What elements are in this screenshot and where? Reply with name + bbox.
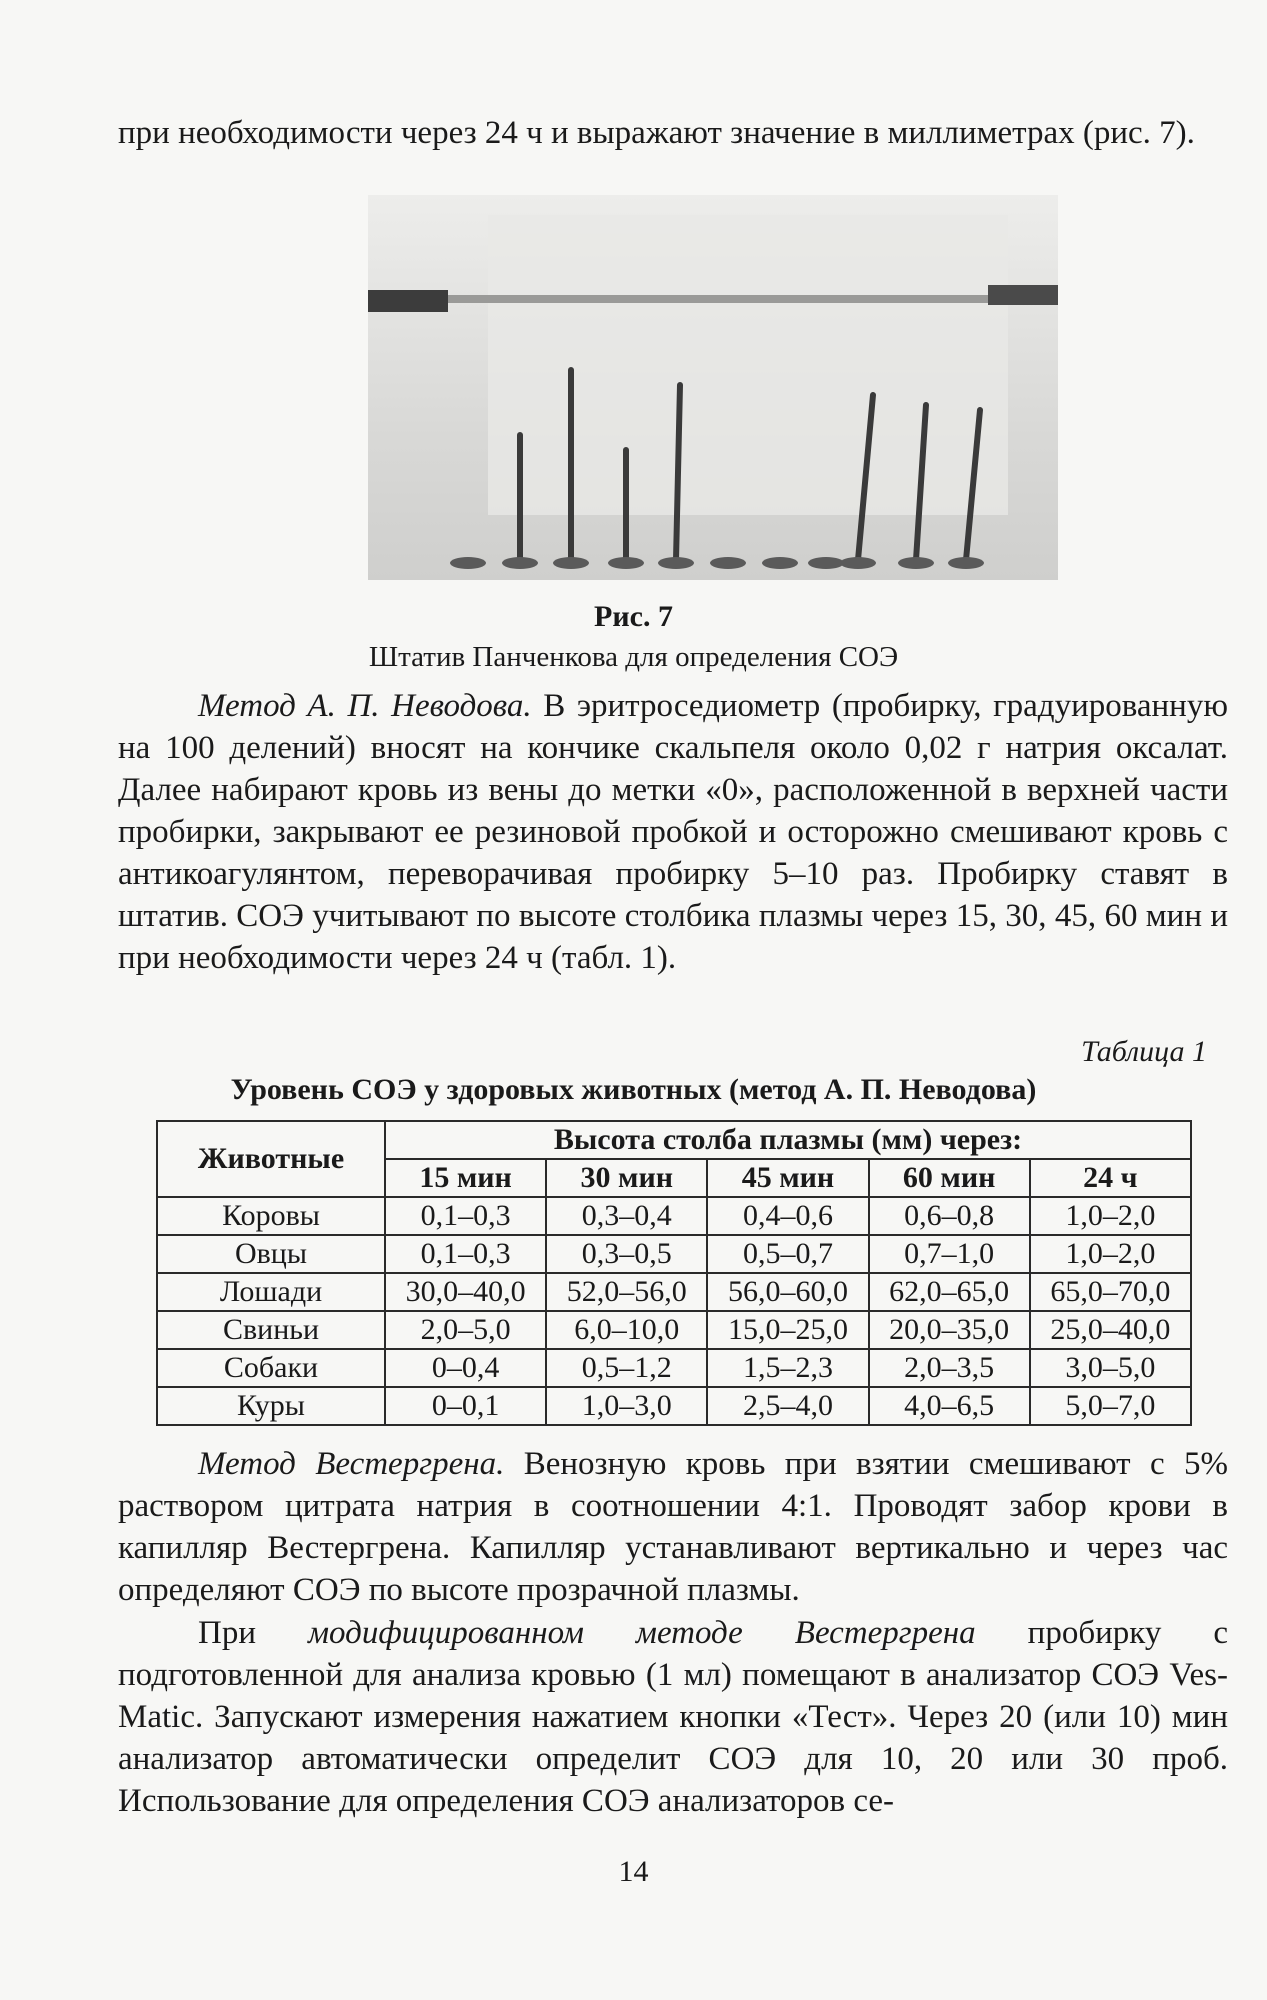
page-number: 14	[618, 1855, 649, 1888]
nevodov-paragraph	[118, 685, 1228, 979]
table-row	[157, 1235, 1191, 1273]
table-cell: 0,3–0,5	[546, 1235, 707, 1273]
header-plasma-height: Высота столба плазмы (мм) через:	[385, 1121, 1191, 1159]
table-cell: 1,0–2,0	[1030, 1197, 1191, 1235]
table-row	[157, 1197, 1191, 1235]
table-cell: 25,0–40,0	[1030, 1311, 1191, 1349]
table-cell: 0,5–0,7	[707, 1235, 868, 1273]
westergren-text: Венозную кровь при взятии смешивают с 5% раствором цитрата натрия в соотношении 4:1. Проводят забор крови в капилляр Вестергрена. Капилляр устанавливают вертикально и через час определяют СОЭ по высоте прозрачной плазмы.	[118, 1446, 1228, 1608]
table-cell: 5,0–7,0	[1030, 1387, 1191, 1425]
table-cell: 62,0–65,0	[869, 1273, 1030, 1311]
westergren-paragraph	[118, 1443, 1228, 1611]
stand-photo-illustration	[368, 195, 1058, 580]
table-cell: 2,5–4,0	[707, 1387, 868, 1425]
table-title: Уровень СОЭ у здоровых животных (метод А. П. Неводова)	[230, 1073, 1037, 1106]
header-30-min: 30 мин	[546, 1159, 707, 1197]
table-cell: 2,0–5,0	[385, 1311, 546, 1349]
table-cell: 1,5–2,3	[707, 1349, 868, 1387]
table-cell: 6,0–10,0	[546, 1311, 707, 1349]
table-cell: 52,0–56,0	[546, 1273, 707, 1311]
intro-paragraph: при необходимости через 24 ч и выражают значение в миллиметрах (рис. 7).	[118, 115, 1195, 151]
modified-prefix: При	[198, 1615, 308, 1651]
table-cell: 30,0–40,0	[385, 1273, 546, 1311]
table-label: Таблица 1	[1081, 1035, 1207, 1068]
nevodov-text: В эритроседиометр (пробирку, градуированную на 100 делений) вносят на кончике скальпеля около 0,02 г натрия оксалат. Далее набирают кровь из вены до метки «0», расположенной в верхней части пробирки, закрывают ее резиновой пробкой и осторожно смешивают кровь с антикоагулянтом, переворачивая пробирку 5–10 раз. Пробирку ставят в штатив. СОЭ учитывают по высоте столбика плазмы через 15, 30, 45, 60 мин и при необходимости через 24 ч (табл. 1).	[118, 688, 1228, 976]
animal-name: Коровы	[157, 1197, 385, 1235]
header-24-h: 24 ч	[1030, 1159, 1191, 1197]
modified-westergren-paragraph	[118, 1612, 1228, 1822]
table-cell: 0,1–0,3	[385, 1235, 546, 1273]
table-cell: 3,0–5,0	[1030, 1349, 1191, 1387]
table-row	[157, 1311, 1191, 1349]
animal-name: Собаки	[157, 1349, 385, 1387]
table-cell: 0,6–0,8	[869, 1197, 1030, 1235]
table-row	[157, 1387, 1191, 1425]
table-cell: 2,0–3,5	[869, 1349, 1030, 1387]
animal-name: Куры	[157, 1387, 385, 1425]
table-cell: 4,0–6,5	[869, 1387, 1030, 1425]
table-cell: 15,0–25,0	[707, 1311, 868, 1349]
table-cell: 0,1–0,3	[385, 1197, 546, 1235]
table-row	[157, 1349, 1191, 1387]
table-cell: 65,0–70,0	[1030, 1273, 1191, 1311]
header-60-min: 60 мин	[869, 1159, 1030, 1197]
header-animals: Животные	[157, 1121, 385, 1197]
westergren-method-title: Метод Вестергрена.	[198, 1446, 505, 1482]
table-cell: 0,4–0,6	[707, 1197, 868, 1235]
table-cell: 1,0–3,0	[546, 1387, 707, 1425]
table-cell: 0–0,4	[385, 1349, 546, 1387]
nevodov-method-title: Метод А. П. Неводова.	[198, 688, 532, 724]
header-15-min: 15 мин	[385, 1159, 546, 1197]
animal-name: Свиньи	[157, 1311, 385, 1349]
animal-name: Лошади	[157, 1273, 385, 1311]
table-cell: 0,7–1,0	[869, 1235, 1030, 1273]
figure-panchenkov-stand	[368, 195, 1058, 580]
table-cell: 1,0–2,0	[1030, 1235, 1191, 1273]
figure-number: Рис. 7	[594, 600, 673, 633]
header-45-min: 45 мин	[707, 1159, 868, 1197]
table-row	[157, 1273, 1191, 1311]
table-cell: 0,5–1,2	[546, 1349, 707, 1387]
table-cell: 0,3–0,4	[546, 1197, 707, 1235]
esr-table	[156, 1120, 1192, 1426]
table-cell: 0–0,1	[385, 1387, 546, 1425]
table-cell: 56,0–60,0	[707, 1273, 868, 1311]
figure-caption: Штатив Панченкова для определения СОЭ	[368, 641, 899, 673]
modified-method-title: модифицированном методе Вестергрена	[308, 1615, 976, 1651]
table-cell: 20,0–35,0	[869, 1311, 1030, 1349]
modified-text: пробирку с подготовленной для анализа кровью (1 мл) помещают в анализатор СОЭ Ves-Matic. Запускают измерения нажатием кнопки «Тест». Через 20 (или 10) мин анализатор автоматически определит СОЭ для 10, 20 или 30 проб. Использование для определения СОЭ анализаторов се-	[118, 1615, 1228, 1819]
animal-name: Овцы	[157, 1235, 385, 1273]
